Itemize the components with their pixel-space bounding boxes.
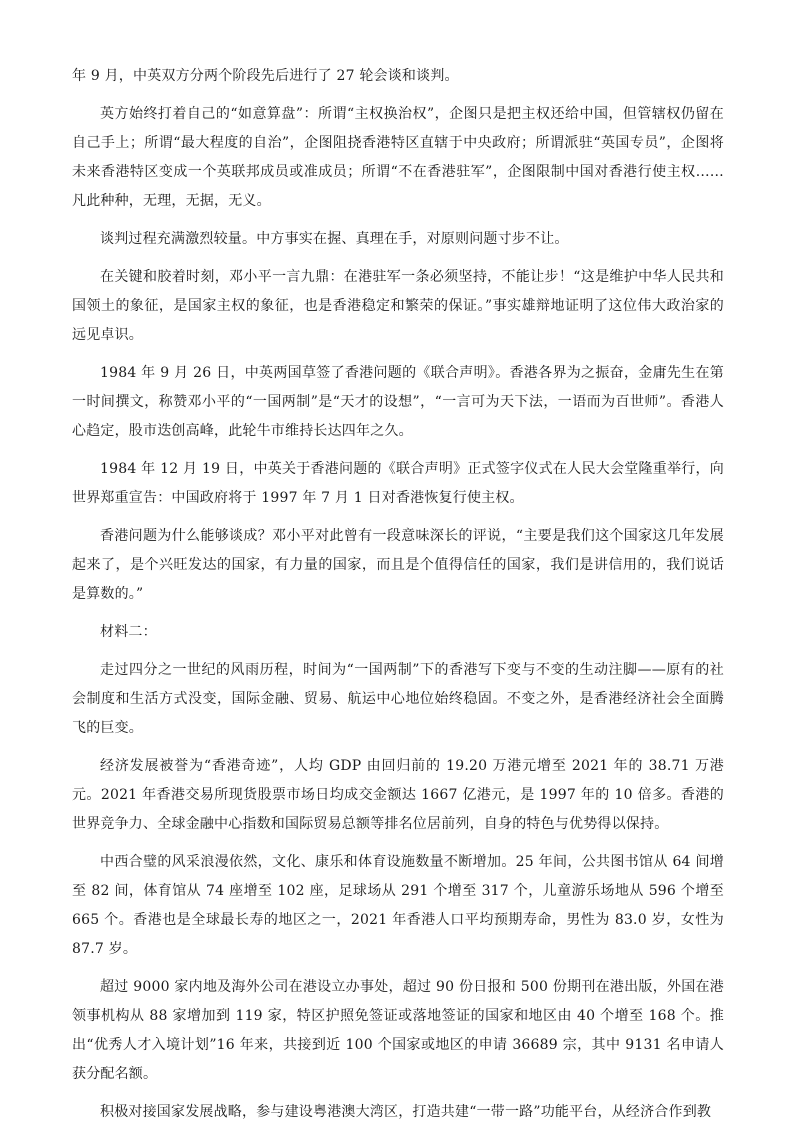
- paragraph-fierce-contest: 谈判过程充满激烈较量。中方事实在握、真理在手，对原则问题寸步不让。: [100, 231, 569, 247]
- paragraph-initialled-declaration: 1984 年 9 月 26 日，中英两国草签了香港问题的《联合声明》。香港各界为之振奋，金庸先生在第一时间撰文，称赞邓小平的“一国两制”是“天才的设想”，“一言可为天下法，一语而为百世师”。香港人心趋定，股市迭创高峰，此轮牛市维持长达四年之久。: [72, 365, 724, 439]
- paragraph-negotiation-rounds: 年 9 月，中英双方分两个阶段先后进行了 27 轮会谈和谈判。: [72, 68, 459, 84]
- paragraph-economic-miracle: 经济发展被誉为“香港奇迹”，人均 GDP 由回归前的 19.20 万港元增至 2021 年的 38.71 万港元。2021 年香港交易所现货股票市场日均成交金额达 1667 亿港元，是 1997 年的 10 倍多。香港的世界竞争力、全球金融中心指数和国际贸易总额等排名位居前列，自身的特色与优势得以保持。: [72, 758, 724, 832]
- paragraph-culture-facilities: 中西合璧的风采浪漫依然，文化、康乐和体育设施数量不断增加。25 年间，公共图书馆从 64 间增至 82 间，体育馆从 74 座增至 102 座，足球场从 291 个增至 317 个，儿童游乐场地从 596 个增至 665 个。香港也是全球最长寿的地区之一，2021 年香港人口平均预期寿命，男性为 83.0 岁，女性为 87.7 岁。: [72, 854, 724, 957]
- paragraph-national-strategy: 积极对接国家发展战略，参与建设粤港澳大湾区，打造共建“一带一路”功能平台，从经济合作到教: [100, 1104, 712, 1120]
- paragraph-why-successful: 香港问题为什么能够谈成？邓小平对此曾有一段意味深长的评说，“主要是我们这个国家这几年发展起来了，是个兴旺发达的国家，有力量的国家，而且是个值得信任的国家，我们是讲信用的，我们说话是算数的。”: [72, 528, 724, 602]
- paragraph-international-presence: 超过 9000 家内地及海外公司在港设立办事处，超过 90 份日报和 500 份期刊在港出版，外国在港领事机构从 88 家增加到 119 家，特区护照免签证或落地签证的国家和地区由 40 个增至 168 个。推出“优秀人才入境计划”16 年来，共接到近 100 个国家或地区的申请 36689 宗，其中 9131 名申请人获分配名额。: [72, 979, 724, 1082]
- paragraph-quarter-century: 走过四分之一世纪的风雨历程，时间为“一国两制”下的香港写下变与不变的生动注脚——原有的社会制度和生活方式没变，国际金融、贸易、航运中心地位始终稳固。不变之外，是香港经济社会全面腾飞的巨变。: [72, 662, 724, 736]
- paragraph-british-calculations: 英方始终打着自己的“如意算盘”：所谓“主权换治权”，企图只是把主权还给中国，但管辖权仍留在自己手上；所谓“最大程度的自治”，企图阻挠香港特区直辖于中央政府；所谓派驻“英国专员”，企图将未来香港特区变成一个英联邦成员或准成员；所谓“不在香港驻军”，企图限制中国对香港行使主权……凡此种种，无理，无据，无义。: [72, 106, 724, 209]
- document-page: [72, 62, 724, 1136]
- paragraph-deng-xiaoping-garrison: 在关键和胶着时刻，邓小平一言九鼎：在港驻军一条必须坚持，不能让步！“这是维护中华人民共和国领土的象征，是国家主权的象征，也是香港稳定和繁荣的保证。”事实雄辩地证明了这位伟大政治家的远见卓识。: [72, 269, 724, 343]
- material-two-heading: 材料二：: [100, 624, 157, 640]
- paragraph-signing-ceremony: 1984 年 12 月 19 日，中英关于香港问题的《联合声明》正式签字仪式在人民大会堂隆重举行，向世界郑重宣告：中国政府将于 1997 年 7 月 1 日对香港恢复行使主权。: [72, 461, 724, 506]
